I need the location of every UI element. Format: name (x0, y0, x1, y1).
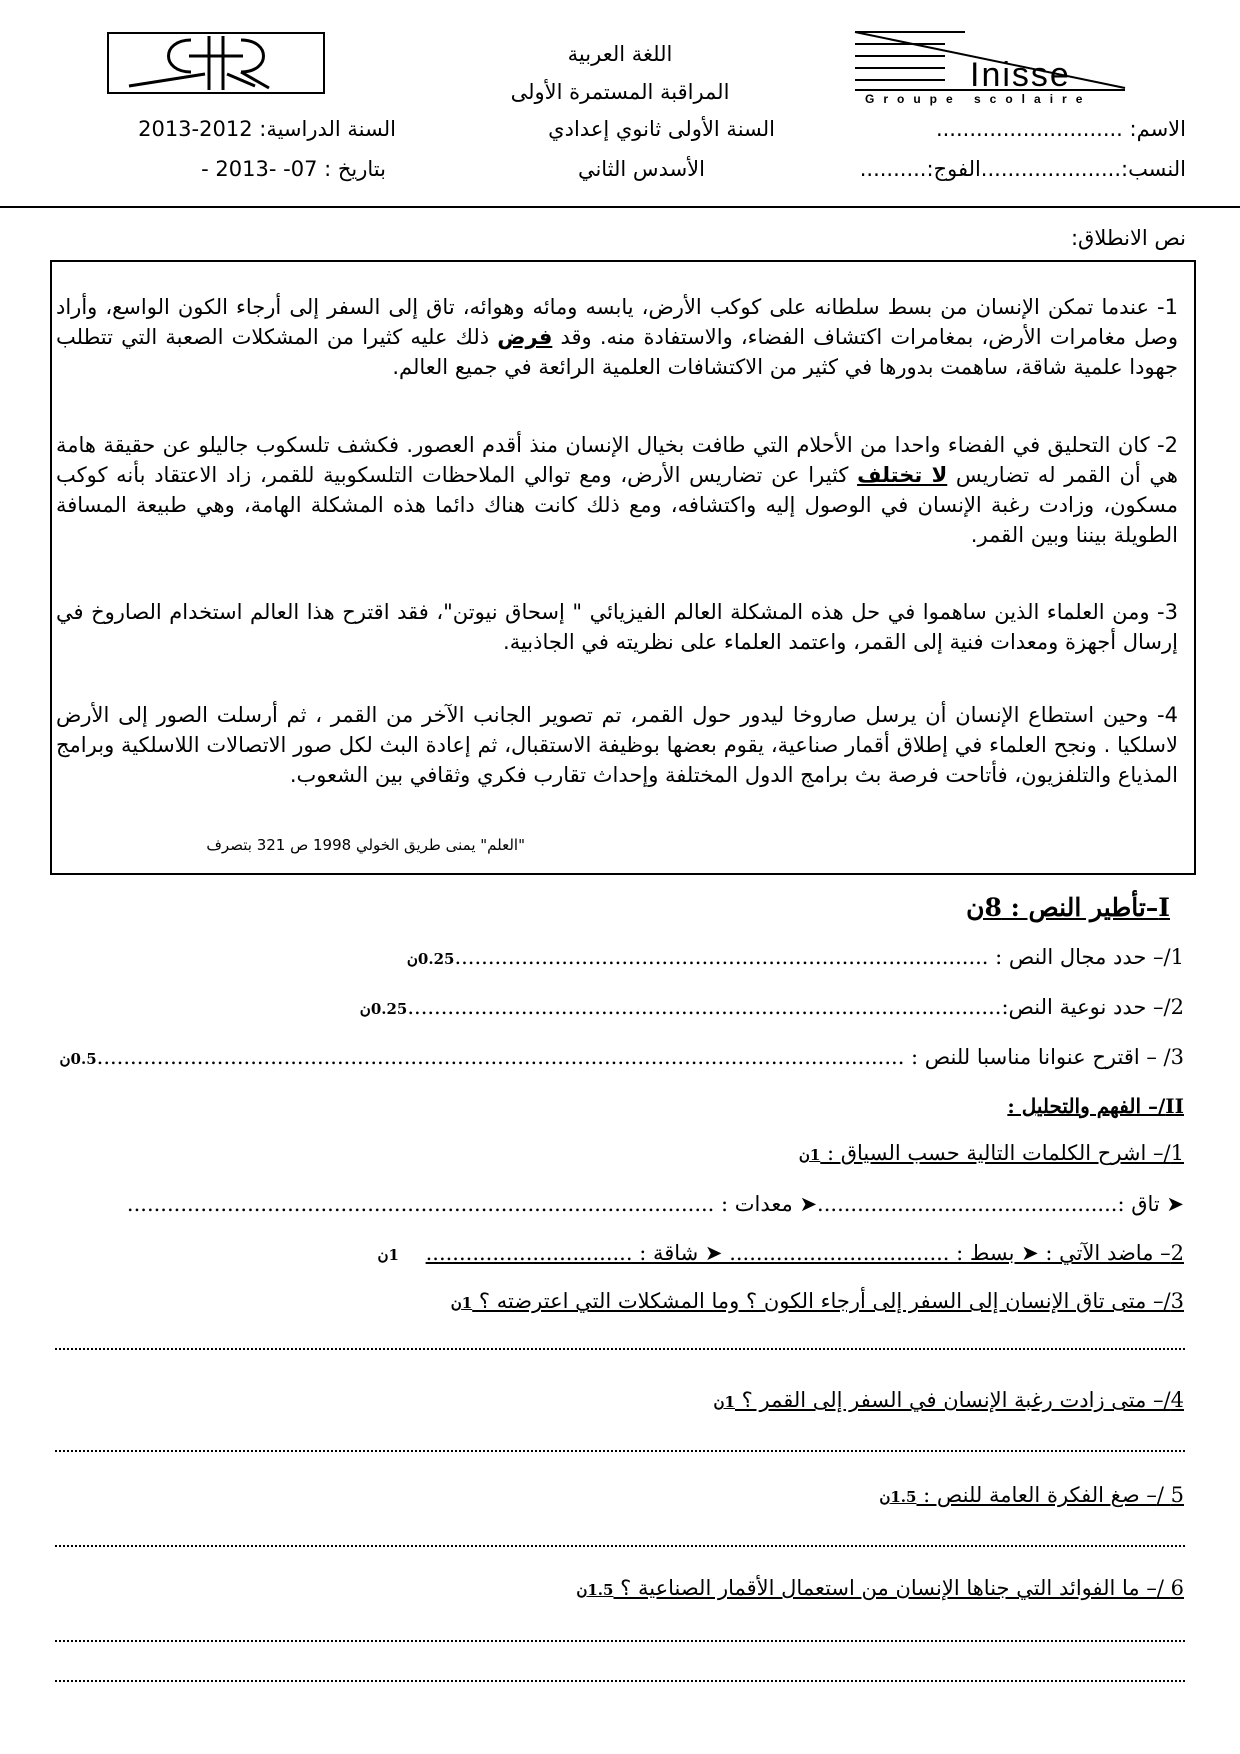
question-2-2: 2– ماضد الآتي : ➤ بسط : ................................. ➤ شاقة : ............................... 1ن (377, 1241, 1184, 1265)
points: 1ن (450, 1294, 473, 1312)
section-2-title: II/– الفهم والتحليل : (1007, 1094, 1184, 1118)
points: 1ن (377, 1246, 399, 1264)
points: 0.25ن (359, 1000, 408, 1018)
semester-label: الأسدس الثاني (577, 157, 705, 181)
question-2-3: 3/– متى تاق الإنسان إلى السفر إلى أرجاء الكون ؟ وما المشكلات التي اعترضته ؟ 1ن (450, 1289, 1184, 1313)
level-label: السنة الأولى ثانوي إعدادي (548, 117, 775, 141)
text-source: "العلم" يمنى طريق الخولي 1998 ص 321 بتصرف (206, 836, 525, 854)
student-name-field[interactable]: الاسم: ............................ (935, 117, 1186, 141)
question-2-6: 6 /– ما الفوائد التي جناها الإنسان من استعمال الأقمار الصناعية ؟ 1.5ن (576, 1576, 1184, 1600)
answer-line[interactable] (55, 1545, 1185, 1547)
points: 1.5ن (576, 1581, 614, 1599)
question-2-4: 4/– متى زادت رغبة الإنسان في السفر إلى القمر ؟ 1ن (713, 1388, 1184, 1412)
points: 1.5ن (879, 1488, 917, 1506)
word-answer-line[interactable]: ➤ تاق :.............................................➤ معدات : ........................................................................................ (126, 1192, 1184, 1216)
paragraph-1: 1- عندما تمكن الإنسان من بسط سلطانه على كوكب الأرض، يابسه ومائه وهوائه، تاق إلى السفر إلى أرجاء الكون الواسع، وأراد وصل مغامرات الأرض، بمغامرات اكتشاف الفضاء، والاستفادة منه. وقد فرض ذلك عليه كثيرا من المشكلات الصعبة التي تتطلب جهودا علمية شاقة، ساهمت بدورها في كثير من الاكتشافات العلمية الرائعة في جميع العالم. (56, 295, 1178, 379)
paragraph-3: 3- ومن العلماء الذين ساهموا في حل هذه المشكلة العالم الفيزيائي " إسحاق نيوتن"، فقد اقترح هذا العالم استخدام الصاروخ في إرسال أجهزة ومعدات فنية إلى القمر، واعتمد العلماء على نظريته في الجاذبية. (56, 600, 1178, 654)
emphasized-word: لا تختلف (857, 463, 948, 487)
question-2-1: 1/– اشرح الكلمات التالية حسب السياق : 1ن (798, 1141, 1184, 1165)
points: 0.5ن (59, 1050, 97, 1068)
question-1-3: 3/ – اقترح عنوانا مناسبا للنص : .........................................................................................................................0.5ن (59, 1045, 1184, 1069)
emphasized-word: فرض (497, 325, 553, 349)
student-family-field[interactable]: النسب:.....................الفوج:.......... (859, 157, 1186, 181)
school-logo-left (107, 32, 325, 94)
points: 1ن (798, 1146, 821, 1164)
subject-title: اللغة العربية (567, 42, 673, 66)
question-1-1: 1/– حدد مجال النص : ................................................................................0.25ن (406, 945, 1184, 969)
header-divider (0, 206, 1240, 208)
points: 1ن (713, 1393, 735, 1411)
groupe-scolaire-logo (845, 24, 1135, 104)
section-1-title: I–تأطير النص : 8ن (966, 893, 1170, 922)
question-1-2: 2/– حدد نوعية النص:.........................................................................................0.25ن (359, 995, 1184, 1019)
text-heading: نص الانطلاق: (1070, 226, 1186, 250)
logo-brand-text: Inisse (970, 56, 1071, 94)
paragraph-2: 2- كان التحليق في الفضاء واحدا من الأحلام التي طافت بخيال الإنسان منذ أقدم العصور. فكشف تلسكوب جاليلو عن حقيقة هامة هي أن القمر له تضاريس لا تختلف كثيرا عن تضاريس الأرض، ومع توالي الملاحظات التلسكوبية للقمر، زاد الاعتقاد بأنه كوكب مسكون، وزادت رغبة الإنسان في الوصول إليه واكتشافه، ومع ذلك كانت هناك دائما هذه المشكلة الهامة، وهي طبيعة المسافة الطويلة بيننا وبين القمر. (56, 433, 1179, 547)
paragraph-4: 4- وحين استطاع الإنسان أن يرسل صاروخا ليدور حول القمر، تم تصوير الجانب الآخر من القمر ، ثم أرسلت الصور إلى الأرض لاسلكيا . ونجح العلماء في إطلاق أقمار صناعية، يقوم بعضها بوظيفة الاستقبال، ثم إعادة البث لكل صور الاتصالات اللاسلكية وبرامج المذياع والتلفزيون، فأتاحت فرصة بث برامج الدول المختلفة وإحداث تقارب فكري وثقافي بين الشعوب. (56, 703, 1178, 787)
logo-subtitle: Groupe scolaire (865, 92, 1092, 106)
answer-line[interactable] (55, 1348, 1185, 1350)
answer-line[interactable] (55, 1640, 1185, 1642)
points: 0.25ن (406, 950, 455, 968)
date-label: بتاريخ : 07- -2013 - (201, 157, 386, 181)
question-2-5: 5 /– صغ الفكرة العامة للنص : 1.5ن (879, 1483, 1184, 1507)
emblem-icon (109, 34, 323, 92)
answer-line[interactable] (55, 1450, 1185, 1452)
answer-line[interactable] (55, 1680, 1185, 1682)
exam-title: المراقبة المستمرة الأولى (510, 80, 730, 104)
school-year-label: السنة الدراسية: 2012-2013 (138, 117, 396, 141)
